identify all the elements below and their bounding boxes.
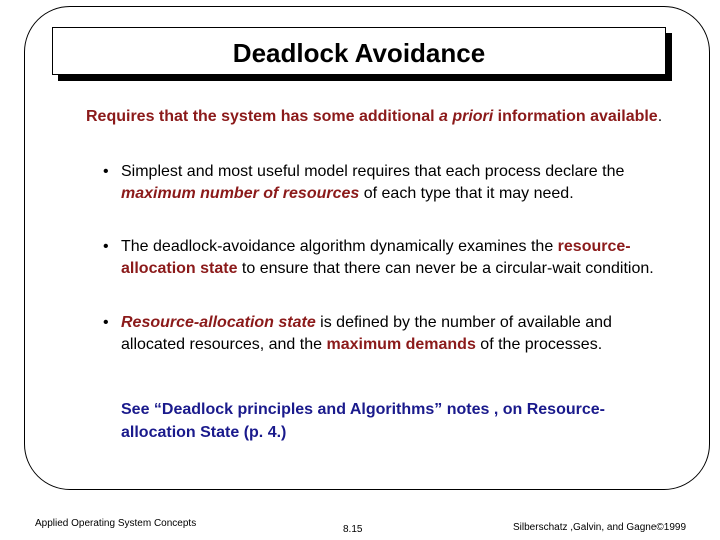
bullet-text-part: of each type that it may need. (359, 185, 574, 202)
bullet-emphasis: Resource-allocation state (121, 314, 316, 331)
footer-copyright: Silberschatz ,Galvin, and Gagne©1999 (513, 522, 687, 533)
bullet-text-part: is defined by the number of available and allocated resources, and the (121, 314, 612, 353)
bullet-text-part: of the processes. (475, 336, 603, 353)
bullet-text (121, 236, 661, 280)
bullet-text (121, 312, 661, 356)
title-box (52, 27, 666, 75)
bullet-marker: • (103, 163, 109, 180)
lead-part1: Requires that the system has some additional (86, 108, 439, 125)
bullet-emphasis: maximum number of resources (121, 185, 360, 202)
bullet-emphasis: maximum demands (326, 336, 476, 353)
bullet-marker: • (103, 314, 109, 331)
bullet-marker: • (103, 238, 109, 255)
bullet-text (121, 161, 661, 205)
bullet-text-part: The deadlock-avoidance algorithm dynamically examines the (121, 238, 558, 255)
bullet-text-part: to ensure that there can never be a circular-wait condition. (237, 260, 654, 277)
lead-part2: information available (493, 108, 658, 125)
reference-note: See “Deadlock principles and Algorithms” notes , on Resource-allocation State (p. 4.) (121, 401, 605, 441)
footer-course: Applied Operating System Concepts (35, 518, 197, 529)
slide-title: Deadlock Avoidance (232, 37, 486, 68)
lead-italic: a priori (438, 108, 494, 125)
bullet-text-part: Simplest and most useful model requires that each process declare the (121, 163, 625, 180)
footer-page-number: 8.15 (343, 524, 363, 535)
bullet-emphasis: resource-allocation state (121, 238, 631, 277)
lead-end: . (657, 108, 663, 125)
lead-statement (86, 105, 686, 128)
